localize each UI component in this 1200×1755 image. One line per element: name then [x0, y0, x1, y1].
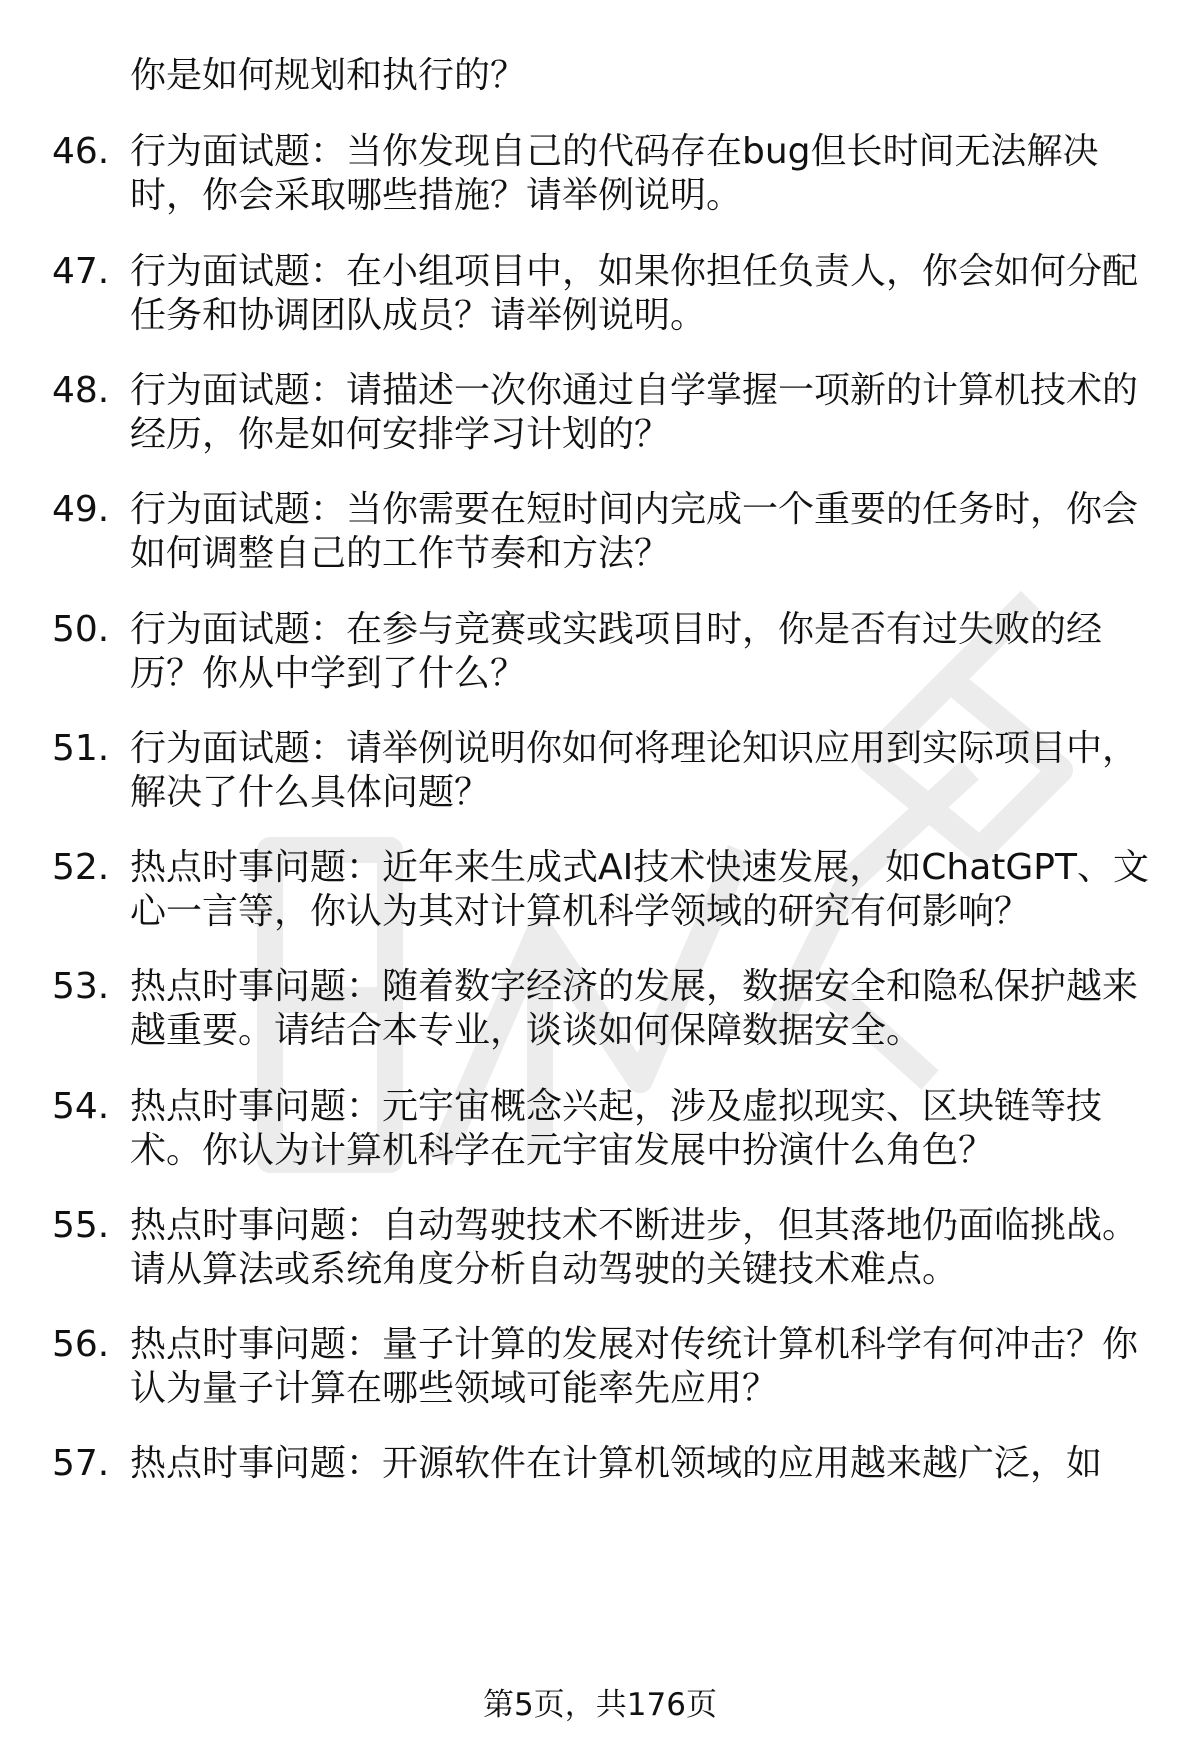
question-text-line: 热点时事问题：近年来生成式AI技术快速发展，如ChatGPT、文 — [130, 847, 1149, 888]
question-number: 51. — [52, 728, 110, 769]
question-text-line: 热点时事问题：量子计算的发展对传统计算机科学有何冲击？你 — [130, 1324, 1139, 1365]
question-text-line: 行为面试题：在参与竞赛或实践项目时，你是否有过失败的经 — [130, 609, 1103, 650]
question-text-line: 经历，你是如何安排学习计划的？ — [130, 414, 671, 455]
question-text-line: 行为面试题：请举例说明你如何将理论知识应用到实际项目中， — [130, 728, 1139, 769]
question-text-line: 行为面试题：当你需要在短时间内完成一个重要的任务时，你会 — [130, 489, 1139, 530]
question-text-line: 热点时事问题：开源软件在计算机领域的应用越来越广泛，如 — [130, 1443, 1103, 1484]
question-text-line: 行为面试题：当你发现自己的代码存在bug但长时间无法解决 — [130, 131, 1099, 172]
question-number: 56. — [52, 1324, 110, 1365]
question-number: 52. — [52, 847, 110, 888]
question-text-line: 行为面试题：请描述一次你通过自学掌握一项新的计算机技术的 — [130, 370, 1139, 411]
question-text-line: 行为面试题：在小组项目中，如果你担任负责人，你会如何分配 — [130, 251, 1139, 292]
question-number: 48. — [52, 370, 110, 411]
question-text-line: 越重要。请结合本专业，谈谈如何保障数据安全。 — [130, 1010, 923, 1051]
question-text-line: 热点时事问题：自动驾驶技术不断进步，但其落地仍面临挑战。 — [130, 1205, 1139, 1246]
question-text-line: 热点时事问题：随着数字经济的发展，数据安全和隐私保护越来 — [130, 966, 1139, 1007]
question-text-line: 请从算法或系统角度分析自动驾驶的关键技术难点。 — [130, 1249, 959, 1290]
question-number: 47. — [52, 251, 110, 292]
question-text-line: 历？你从中学到了什么？ — [130, 653, 527, 694]
question-number: 50. — [52, 609, 110, 650]
question-number: 46. — [52, 131, 110, 172]
question-text-line: 时，你会采取哪些措施？请举例说明。 — [130, 175, 743, 216]
question-number: 49. — [52, 489, 110, 530]
question-text-line: 认为量子计算在哪些领域可能率先应用？ — [130, 1368, 779, 1409]
question-text-line: 热点时事问题：元宇宙概念兴起，涉及虚拟现实、区块链等技 — [130, 1086, 1103, 1127]
question-text-line: 如何调整自己的工作节奏和方法？ — [130, 533, 671, 574]
question-number: 57. — [52, 1443, 110, 1484]
question-text-line: 解决了什么具体问题？ — [130, 772, 491, 813]
question-text-line: 任务和协调团队成员？请举例说明。 — [130, 295, 707, 336]
question-text-line: 术。你认为计算机科学在元宇宙发展中扮演什么角色？ — [130, 1130, 995, 1171]
question-text-line: 心一言等，你认为其对计算机科学领域的研究有何影响？ — [130, 891, 1031, 932]
question-number: 54. — [52, 1086, 110, 1127]
page-footer: 第5页，共176页 — [483, 1687, 717, 1723]
continuation-line: 你是如何规划和执行的？ — [130, 55, 527, 96]
question-number: 55. — [52, 1205, 110, 1246]
question-number: 53. — [52, 966, 110, 1007]
